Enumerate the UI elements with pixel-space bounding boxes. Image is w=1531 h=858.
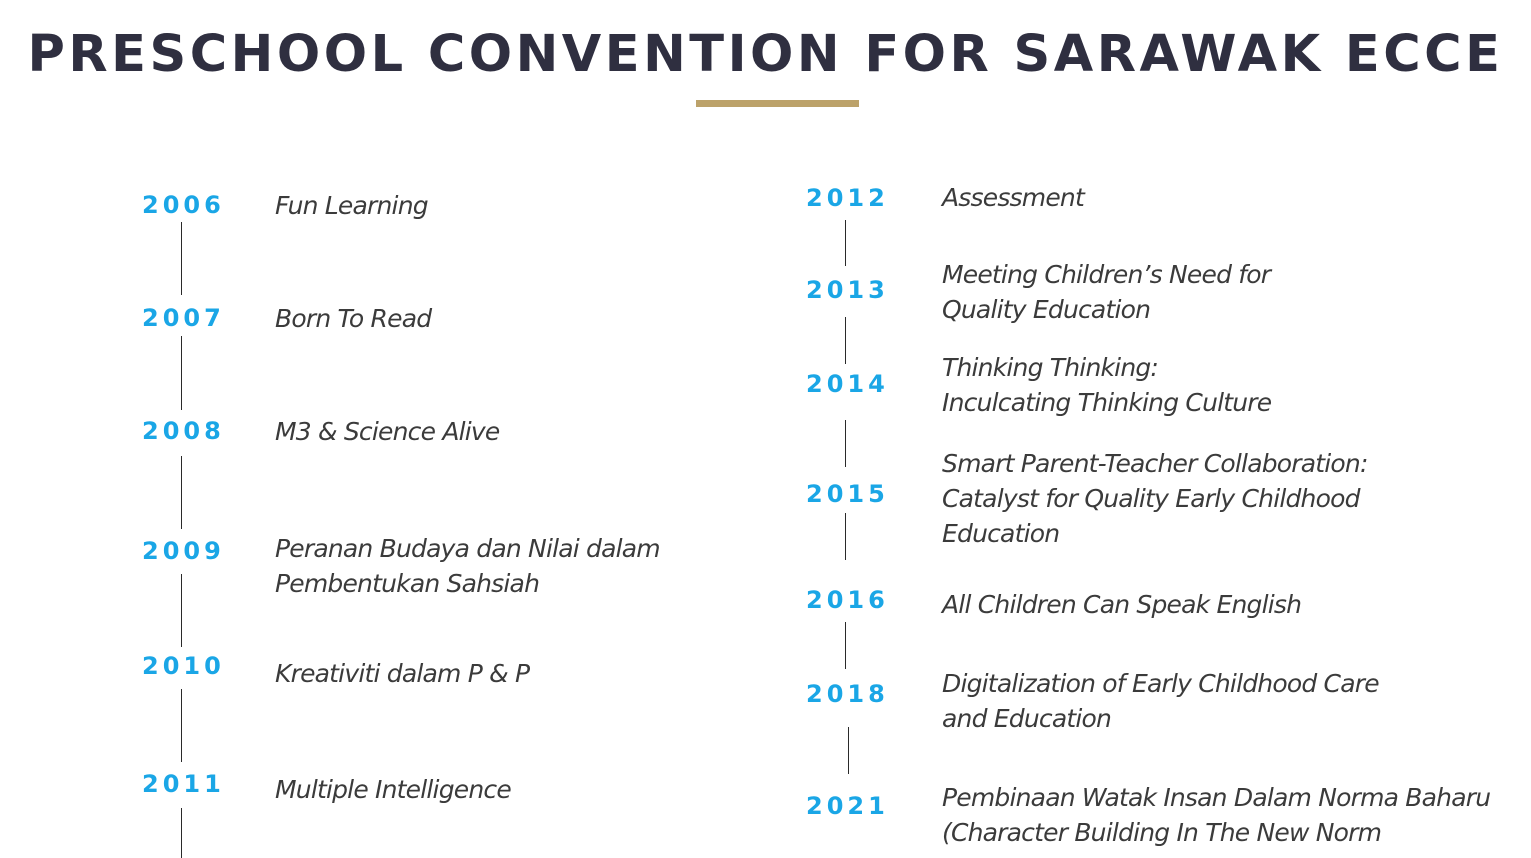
- timeline-year: 2008: [142, 417, 225, 445]
- timeline-year: 2018: [806, 680, 889, 708]
- timeline-theme: [942, 180, 1084, 215]
- timeline-year: 2011: [142, 770, 225, 798]
- timeline-connector: [845, 220, 846, 266]
- theme-line: Pembentukan Sahsiah: [275, 569, 540, 598]
- theme-line: Fun Learning: [275, 191, 428, 220]
- theme-line: Education: [942, 519, 1060, 548]
- timeline-connector: [181, 456, 182, 529]
- title-underline: [696, 100, 859, 107]
- theme-line: Assessment: [942, 183, 1084, 212]
- theme-line: Born To Read: [275, 304, 432, 333]
- timeline-year: 2006: [142, 191, 225, 219]
- timeline-connector: [845, 513, 846, 560]
- timeline-theme: [942, 257, 1270, 327]
- theme-line: Peranan Budaya dan Nilai dalam: [275, 534, 660, 563]
- timeline-theme: [275, 656, 529, 691]
- theme-line: Smart Parent-Teacher Collaboration:: [942, 449, 1368, 478]
- timeline-theme: [942, 446, 1368, 551]
- timeline-theme: [275, 772, 511, 807]
- timeline-year: 2009: [142, 537, 225, 565]
- timeline-year: 2007: [142, 304, 225, 332]
- timeline-theme: [942, 587, 1301, 622]
- theme-line: Catalyst for Quality Early Childhood: [942, 484, 1360, 513]
- timeline-connector: [848, 727, 849, 774]
- timeline-theme: [942, 350, 1271, 420]
- theme-line: (Character Building In The New Norm: [942, 818, 1382, 847]
- timeline-year: 2012: [806, 184, 889, 212]
- theme-line: All Children Can Speak English: [942, 590, 1302, 619]
- timeline-year: 2010: [142, 652, 225, 680]
- theme-line: and Education: [942, 704, 1112, 733]
- theme-line: M3 & Science Alive: [275, 417, 500, 446]
- timeline-connector: [181, 574, 182, 647]
- theme-line: Multiple Intelligence: [275, 775, 511, 804]
- timeline-connector: [845, 622, 846, 669]
- timeline-connector: [181, 689, 182, 762]
- timeline-theme: [942, 780, 1490, 850]
- timeline-connector: [181, 336, 182, 410]
- theme-line: Pembinaan Watak Insan Dalam Norma Baharu: [942, 783, 1491, 812]
- timeline-connector: [845, 420, 846, 467]
- theme-line: Digitalization of Early Childhood Care: [942, 669, 1379, 698]
- page-title: PRESCHOOL CONVENTION FOR SARAWAK ECCE: [27, 25, 1504, 84]
- timeline-year: 2014: [806, 370, 889, 398]
- timeline-theme: [942, 666, 1379, 736]
- timeline-theme: [275, 188, 428, 223]
- theme-line: Meeting Children’s Need for: [942, 260, 1271, 289]
- timeline-year: 2013: [806, 276, 889, 304]
- theme-line: Inculcating Thinking Culture: [942, 388, 1272, 417]
- theme-line: Quality Education: [942, 295, 1151, 324]
- timeline-year: 2016: [806, 586, 889, 614]
- timeline-year: 2021: [806, 792, 889, 820]
- timeline-theme: [275, 301, 431, 336]
- timeline-year: 2015: [806, 480, 889, 508]
- timeline-connector: [845, 317, 846, 364]
- timeline-connector: [181, 808, 182, 858]
- theme-line: Kreativiti dalam P & P: [275, 659, 530, 688]
- timeline-connector: [181, 222, 182, 295]
- theme-line: Thinking Thinking:: [942, 353, 1159, 382]
- timeline-theme: [275, 414, 500, 449]
- timeline-theme: [275, 531, 660, 601]
